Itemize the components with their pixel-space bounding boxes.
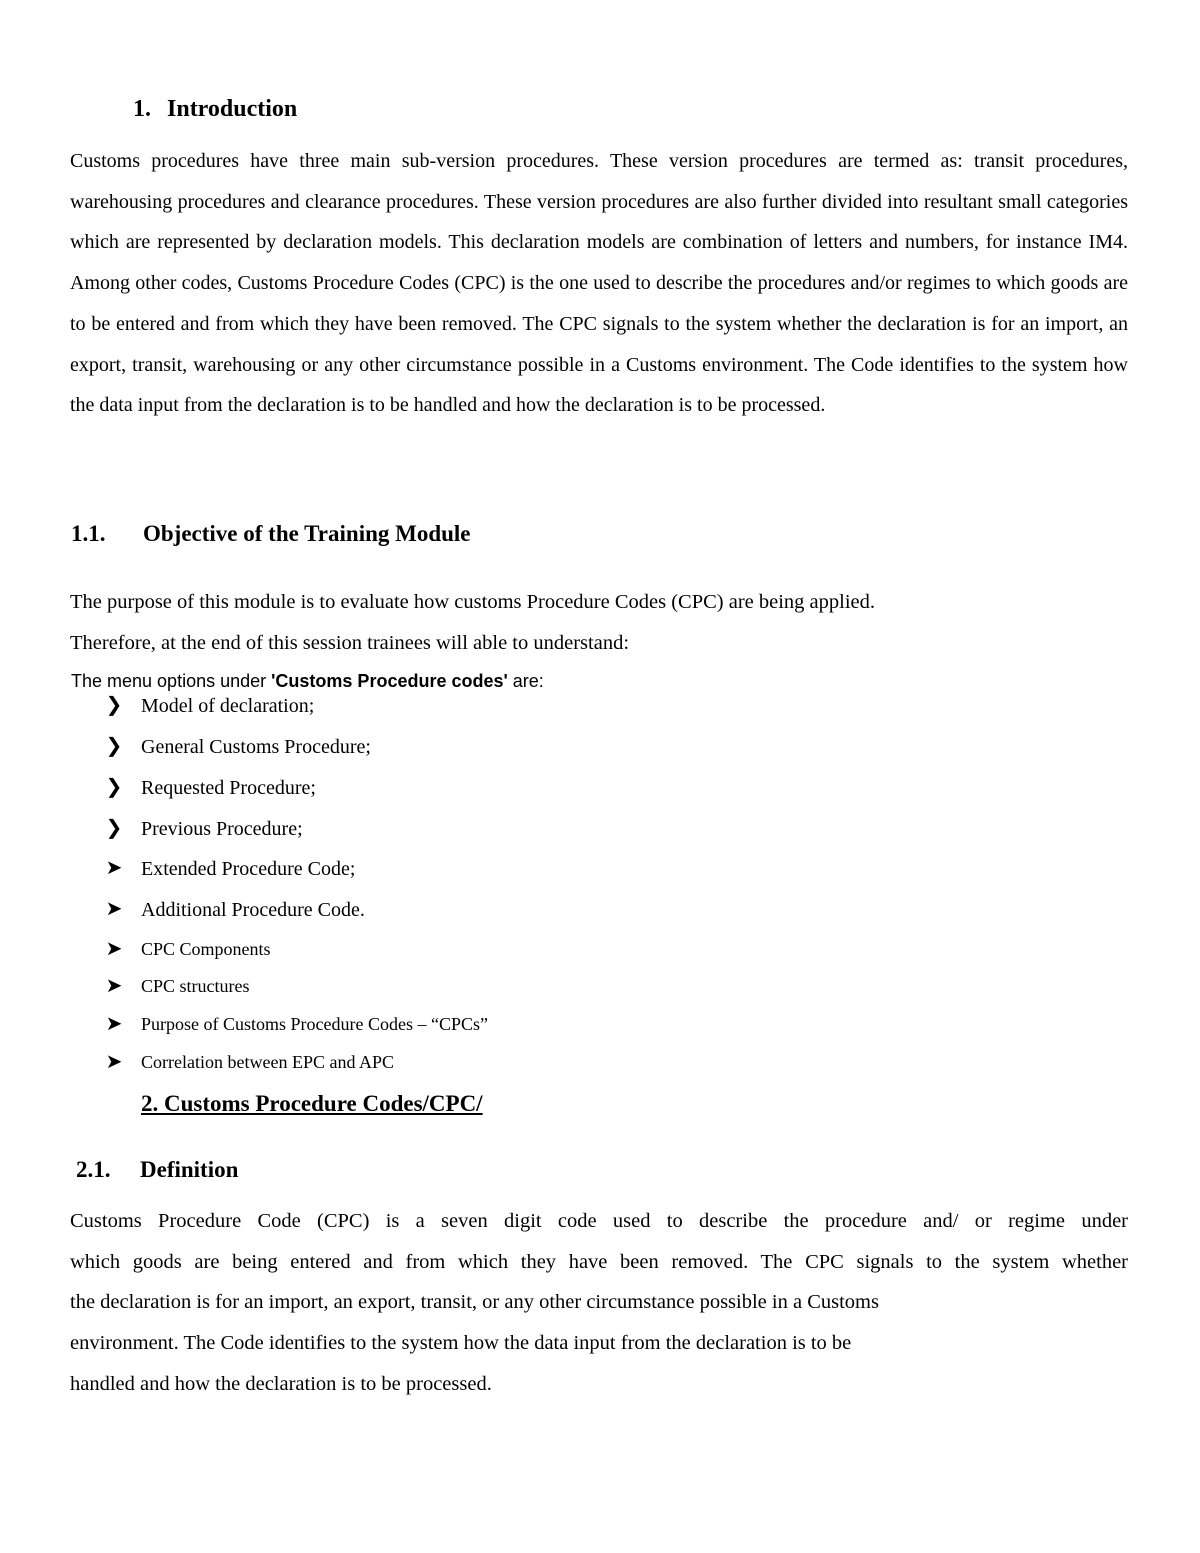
definition-line-4: environment. The Code identifies to the system how the data input from the declaration is to be bbox=[70, 1332, 852, 1354]
definition-line-3: the declaration is for an import, an export, transit, or any other circumstance possible in a Customs bbox=[70, 1291, 879, 1313]
section-2-1-number: 2.1. bbox=[76, 1157, 111, 1182]
section-2-heading: 2. Customs Procedure Codes/CPC/ bbox=[141, 1091, 483, 1116]
arrowhead-right-icon: ➤ bbox=[105, 973, 123, 997]
arrowhead-right-icon: ➤ bbox=[105, 1011, 123, 1035]
definition-line-2: which goods are being entered and from which they have been removed. The CPC signals to the system whether bbox=[70, 1251, 1128, 1273]
section-2-1-title: Definition bbox=[140, 1157, 239, 1182]
chevron-right-icon: ❯ bbox=[105, 692, 123, 716]
list-item-text: CPC Components bbox=[141, 939, 271, 959]
arrowhead-right-icon: ➤ bbox=[105, 855, 123, 879]
chevron-right-icon: ❯ bbox=[105, 774, 123, 798]
list-item-text: Additional Procedure Code. bbox=[141, 899, 365, 921]
section-1-1-heading bbox=[71, 521, 471, 547]
arrowhead-right-icon: ➤ bbox=[105, 896, 123, 920]
chevron-right-icon: ❯ bbox=[105, 733, 123, 757]
objective-therefore-line: Therefore, at the end of this session trainees will able to understand: bbox=[70, 632, 630, 654]
menu-options-line bbox=[71, 671, 544, 692]
definition-line-1: Customs Procedure Code (CPC) is a seven digit code used to describe the procedure and/ or regime under bbox=[70, 1210, 1128, 1232]
list-item-text: Requested Procedure; bbox=[141, 777, 316, 799]
section-1-1-number: 1.1. bbox=[71, 521, 106, 546]
section-1-heading bbox=[133, 96, 297, 123]
menu-options-prefix: The menu options under bbox=[71, 671, 272, 691]
list-item-text: Model of declaration; bbox=[141, 695, 315, 717]
section-2-1-heading bbox=[76, 1157, 238, 1183]
section-1-number: 1. bbox=[133, 96, 151, 122]
definition-line-5: handled and how the declaration is to be processed. bbox=[70, 1373, 492, 1395]
arrowhead-right-icon: ➤ bbox=[105, 1049, 123, 1073]
section-1-1-title: Objective of the Training Module bbox=[143, 521, 471, 546]
list-item-text: CPC structures bbox=[141, 976, 250, 996]
list-item-text: Correlation between EPC and APC bbox=[141, 1052, 394, 1072]
menu-options-bold: 'Customs Procedure codes' bbox=[271, 671, 508, 691]
section-1-paragraph: Customs procedures have three main sub-version procedures. These version procedures are termed as: transit procedures, warehousing procedures and clearance procedures. These version procedures are also further divided into resultant small categories which are represented by declaration models. This declaration models are combination of letters and numbers, for instance IM4. Among other codes, Customs Procedure Codes (CPC) is the one used to describe the procedures and/or regimes to which goods are to be entered and from which they have been removed. The CPC signals to the system whether the declaration is for an import, an export, transit, warehousing or any other circumstance possible in a Customs environment. The Code identifies to the system how the data input from the declaration is to be handled and how the declaration is to be processed. bbox=[70, 150, 1128, 417]
list-item-text: Extended Procedure Code; bbox=[141, 858, 356, 880]
chevron-right-icon: ❯ bbox=[105, 815, 123, 839]
list-item-text: General Customs Procedure; bbox=[141, 736, 371, 758]
arrowhead-right-icon: ➤ bbox=[105, 936, 123, 960]
list-item-text: Previous Procedure; bbox=[141, 818, 303, 840]
section-1-title: Introduction bbox=[167, 96, 298, 122]
menu-options-suffix: are: bbox=[507, 671, 544, 691]
list-item-text: Purpose of Customs Procedure Codes – “CPCs” bbox=[141, 1014, 488, 1034]
objective-purpose-line: The purpose of this module is to evaluate how customs Procedure Codes (CPC) are being applied. bbox=[70, 591, 876, 613]
